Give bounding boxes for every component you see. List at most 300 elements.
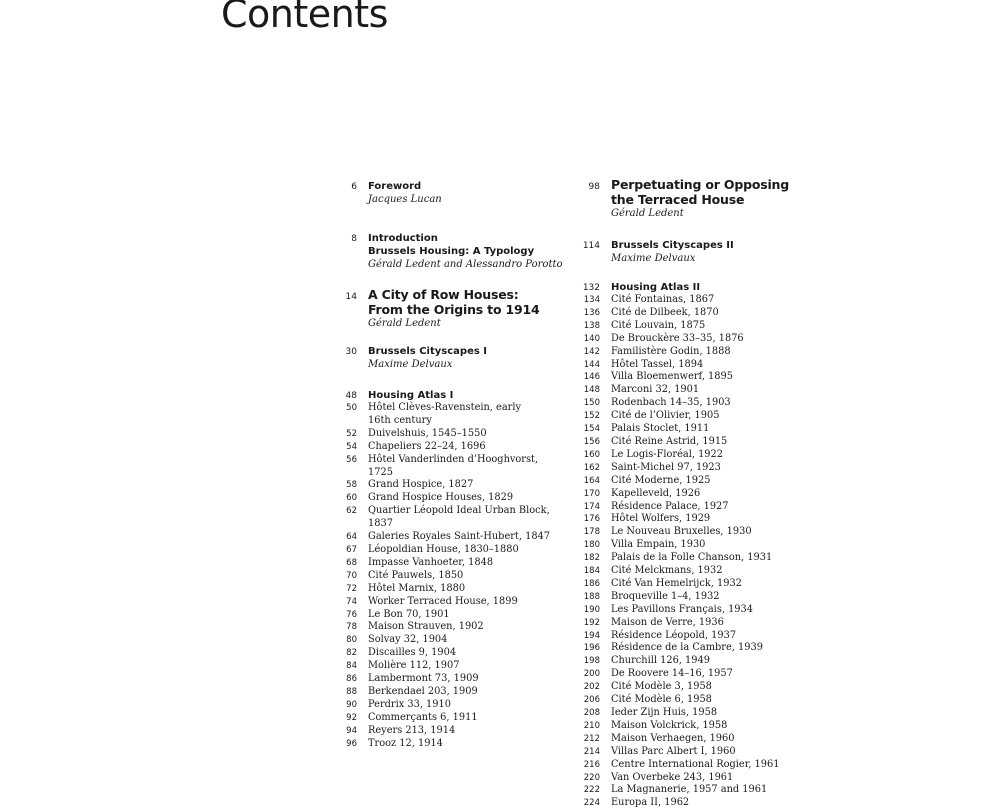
page-number: 208 [583,708,600,718]
toc-section[interactable] [335,232,565,271]
atlas-item-line: Centre International Rogier, 1961 [611,758,780,770]
page-number: 8 [351,234,357,244]
atlas-item[interactable] [578,694,808,707]
atlas-item[interactable] [578,475,808,488]
atlas-item[interactable] [335,557,565,570]
atlas-item[interactable] [578,449,808,462]
atlas-item-title [611,371,808,384]
atlas-item-line: La Magnanerie, 1957 and 1961 [611,784,768,796]
atlas-item[interactable] [335,609,565,622]
atlas-item-title [368,647,565,660]
page-number: 114 [582,241,600,251]
atlas-item[interactable] [578,436,808,449]
page-number: 196 [583,643,600,654]
toc-section[interactable] [578,177,808,220]
atlas-item-line: Cité Moderne, 1925 [611,474,711,486]
atlas-item-title [368,621,565,634]
atlas-item[interactable] [578,746,808,759]
atlas-item-title [611,333,808,346]
page-number: 86 [346,674,357,685]
page-number: 148 [583,385,600,396]
atlas-item-title [611,604,808,617]
atlas-item-line: Van Overbeke 243, 1961 [611,771,734,783]
atlas-item-line: Kapelleveld, 1926 [611,487,701,499]
atlas-item-line: Hôtel Marnix, 1880 [368,582,466,594]
atlas-item[interactable] [578,526,808,539]
atlas-item-title [611,694,808,707]
atlas-item-line: Léopoldian House, 1830–1880 [368,543,519,555]
atlas-item-title [368,492,565,505]
page-number: 192 [583,617,600,628]
atlas-item-line: Cité Louvain, 1875 [611,319,706,331]
page-number: 88 [346,686,357,697]
atlas-item-title [611,449,808,462]
atlas-item-title [611,513,808,526]
page-number: 160 [583,449,600,460]
atlas-item-title [611,526,808,539]
atlas-item-title [611,797,808,810]
atlas-item[interactable] [578,488,808,501]
atlas-item[interactable] [335,699,565,712]
section-author: Jacques Lucan [368,194,442,205]
atlas-item[interactable] [578,410,808,423]
atlas-item-title [611,462,808,475]
page-number: 76 [346,609,357,620]
atlas-item[interactable] [335,570,565,583]
atlas-item[interactable] [578,655,808,668]
atlas-item-title [368,609,565,622]
atlas-item[interactable] [335,647,565,660]
section-body [611,177,808,220]
atlas-item[interactable] [578,720,808,733]
atlas-item[interactable] [578,359,808,372]
atlas-item-line: Lambermont 73, 1909 [368,673,479,685]
atlas-item[interactable] [335,712,565,725]
atlas-item-line: Le Nouveau Bruxelles, 1930 [611,526,752,538]
atlas-item-title [611,733,808,746]
atlas-item-title [611,436,808,449]
section-title: Perpetuating or Opposing [611,177,789,192]
page-number: 54 [346,441,357,452]
atlas-item-line: Europa II, 1962 [611,797,690,809]
toc-column-right [578,177,808,810]
atlas-item-line: Churchill 126, 1949 [611,655,710,667]
page-number: 164 [583,475,600,486]
page-title: Contents [221,0,388,36]
atlas-item-line: Hôtel Vanderlinden d’Hooghvorst, 1725 [368,453,539,478]
page-number: 56 [346,454,357,465]
section-title: From the Origins to 1914 [368,302,540,317]
atlas-title: Housing Atlas I [368,390,454,401]
atlas-item[interactable] [578,707,808,720]
atlas-item-title [611,759,808,772]
page-number: 132 [582,283,600,293]
atlas-item[interactable] [578,552,808,565]
atlas-item-title [611,617,808,630]
atlas-item-line: Molière 112, 1907 [368,660,460,672]
atlas-item-title [611,539,808,552]
atlas-item-title [611,707,808,720]
page-number: 162 [583,462,600,473]
atlas-item-line: Les Pavillons Français, 1934 [611,603,754,615]
section-author: Gérald Ledent and Alessandro Porotto [368,259,563,270]
page-number: 210 [583,720,600,731]
atlas-item[interactable] [578,591,808,604]
atlas-item[interactable] [578,333,808,346]
section-body [611,239,808,265]
section-title: A City of Row Houses: [368,287,519,302]
atlas-item-line: Maison Volckrick, 1958 [611,719,728,731]
page-number: 174 [583,501,600,512]
atlas-item-title [611,784,808,797]
atlas-item[interactable] [578,772,808,785]
atlas-item-line: Résidence Léopold, 1937 [611,629,737,641]
atlas-item-title [368,634,565,647]
atlas-item[interactable] [578,307,808,320]
page-number: 60 [346,493,357,504]
atlas-item-line: De Brouckère 33–35, 1876 [611,332,744,344]
atlas-item-title [368,570,565,583]
atlas-item-title [368,557,565,570]
page-number: 222 [583,785,600,796]
atlas-item-title [368,402,565,428]
atlas-item[interactable] [335,492,565,505]
atlas-item[interactable] [578,642,808,655]
atlas-item-line: Chapeliers 22–24, 1696 [368,440,486,452]
atlas-item[interactable] [578,578,808,591]
atlas-item-title [368,596,565,609]
atlas-item[interactable] [335,441,565,454]
atlas-item[interactable] [578,513,808,526]
section-title: Brussels Housing: A Typology [368,246,535,257]
atlas-item-title [611,423,808,436]
atlas-item-title [611,668,808,681]
page-number: 82 [346,648,357,659]
atlas-item-title [368,583,565,596]
atlas-heading-body [368,389,565,402]
atlas-item-title [611,746,808,759]
page-number: 140 [583,333,600,344]
atlas-item-title [611,630,808,643]
page-number: 64 [346,532,357,543]
atlas-item[interactable] [335,725,565,738]
atlas-item-title [611,591,808,604]
atlas-item-line: Cité Van Hemelrijck, 1932 [611,577,742,589]
atlas-item-title [611,655,808,668]
atlas-heading[interactable] [335,389,565,402]
page-number: 94 [346,725,357,736]
toc-section[interactable] [335,345,565,371]
section-body [368,345,565,371]
atlas-item[interactable] [578,681,808,694]
atlas-item-title [368,725,565,738]
toc-section[interactable] [335,180,565,206]
page-number: 146 [583,372,600,383]
atlas-item[interactable] [578,501,808,514]
atlas-item-line: Rodenbach 14–35, 1903 [611,397,731,409]
section-title: the Terraced House [611,192,745,207]
page-number: 70 [346,570,357,581]
atlas-item-title [368,428,565,441]
atlas-item-title [368,660,565,673]
atlas-item-line: Villa Empain, 1930 [611,539,706,551]
page-number: 154 [583,424,600,435]
atlas-item-line: Familistère Godin, 1888 [611,345,731,357]
atlas-item-line: Trooz 12, 1914 [368,737,443,749]
section-author: Maxime Delvaux [368,359,453,370]
page-number: 68 [346,557,357,568]
atlas-item[interactable] [335,686,565,699]
atlas-item-title [611,320,808,333]
atlas-item[interactable] [335,738,565,751]
section-title: Brussels Cityscapes II [611,240,734,251]
page-number: 188 [583,591,600,602]
atlas-item-line: Reyers 213, 1914 [368,724,456,736]
page-number: 150 [583,398,600,409]
atlas-item-line: Maison Verhaegen, 1960 [611,732,735,744]
atlas-item[interactable] [335,634,565,647]
page-number: 170 [583,488,600,499]
atlas-item-title [611,359,808,372]
page-number: 58 [346,480,357,491]
atlas-item-line: Palais de la Folle Chanson, 1931 [611,552,773,564]
atlas-item-line: Maison Strauven, 1902 [368,621,484,633]
atlas-item-title [611,501,808,514]
atlas-item[interactable] [578,423,808,436]
atlas-item-line: Le Bon 70, 1901 [368,608,450,620]
page-number: 184 [583,566,600,577]
section-title: Brussels Cityscapes I [368,346,488,357]
atlas-item-line: Cité Pauwels, 1850 [368,569,464,581]
atlas-title: Housing Atlas II [611,282,701,293]
page-number: 134 [583,295,600,305]
atlas-item[interactable] [578,565,808,578]
atlas-item-title [368,699,565,712]
atlas-item-title [368,686,565,699]
page-number: 220 [583,772,600,783]
toc-section[interactable] [578,239,808,265]
atlas-item-line: Palais Stoclet, 1911 [611,423,710,435]
atlas-item-title [368,673,565,686]
atlas-item[interactable] [335,479,565,492]
atlas-item-line: Villas Parc Albert I, 1960 [611,745,736,757]
atlas-item-line: Solvay 32, 1904 [368,634,448,646]
atlas-item[interactable] [578,320,808,333]
page-number: 67 [346,544,357,555]
atlas-item-line: Discailles 9, 1904 [368,647,457,659]
atlas-item[interactable] [335,402,565,428]
atlas-item-line: Commerçants 6, 1911 [368,711,478,723]
atlas-item-line: Hôtel Wolfers, 1929 [611,513,711,525]
atlas-item-line: Hôtel Tassel, 1894 [611,358,704,370]
section-author: Gérald Ledent [611,208,684,219]
page-number: 152 [583,411,600,422]
page-number: 136 [583,307,600,318]
page-number: 80 [346,635,357,646]
atlas-item[interactable] [335,583,565,596]
atlas-item[interactable] [578,384,808,397]
page-number: 186 [583,578,600,589]
section-body [368,287,565,330]
page-number: 78 [346,622,357,633]
page-number: 62 [346,506,357,517]
page-number: 138 [583,320,600,331]
atlas-item-line: Hôtel Clèves-Ravenstein, early [368,402,522,413]
atlas-item-title [611,475,808,488]
atlas-item-title [611,578,808,591]
atlas-item-line: De Roovere 14–16, 1957 [611,668,733,680]
atlas-item[interactable] [578,371,808,384]
page-number: 182 [583,553,600,564]
page-number: 14 [345,292,357,302]
page-number: 74 [346,596,357,607]
atlas-item[interactable] [335,596,565,609]
atlas-item[interactable] [578,784,808,797]
atlas-item[interactable] [335,544,565,557]
atlas-item-line: Quartier Léopold Ideal Urban Block, 1837 [368,505,550,530]
atlas-item[interactable] [578,539,808,552]
page-number: 212 [583,733,600,744]
page-number: 72 [346,583,357,594]
section-author: Gérald Ledent [368,318,441,329]
atlas-item-line: 16th century [368,414,432,426]
page-number: 178 [583,527,600,538]
atlas-item-line: Grand Hospice, 1827 [368,479,474,491]
page-number: 194 [583,630,600,641]
page-number: 142 [583,346,600,357]
page-number: 200 [583,669,600,680]
atlas-item-title [368,544,565,557]
atlas-item[interactable] [578,617,808,630]
atlas-item[interactable] [578,759,808,772]
page-number: 206 [583,695,600,706]
atlas-item[interactable] [335,505,565,531]
atlas-heading-body [611,281,808,294]
page-number: 214 [583,746,600,757]
atlas-item-line: Saint-Michel 97, 1923 [611,461,721,473]
atlas-item-title [611,772,808,785]
atlas-heading[interactable] [578,281,808,294]
page-number: 176 [583,514,600,525]
page-number: 48 [345,391,357,401]
page-number: 30 [345,347,357,357]
toc-column-left [335,180,565,750]
page-number: 156 [583,436,600,447]
atlas-item-title [611,681,808,694]
atlas-item[interactable] [578,668,808,681]
section-body [368,180,565,206]
atlas-item-line: Cité Modèle 6, 1958 [611,694,712,706]
atlas-item-title [611,488,808,501]
atlas-item-line: Cité Fontainas, 1867 [611,294,715,305]
atlas-item-title [611,307,808,320]
atlas-item-line: Cité Melckmans, 1932 [611,565,723,577]
atlas-item-title [611,720,808,733]
section-title: Foreword [368,181,422,192]
atlas-item[interactable] [578,397,808,410]
atlas-item-line: Galeries Royales Saint-Hubert, 1847 [368,531,551,543]
atlas-item-line: Maison de Verre, 1936 [611,616,724,628]
atlas-item-title [368,505,565,531]
page-number: 92 [346,712,357,723]
atlas-item-line: Grand Hospice Houses, 1829 [368,492,514,504]
atlas-item-title [368,441,565,454]
atlas-item-title [611,346,808,359]
page-number: 144 [583,359,600,370]
atlas-item-title [611,410,808,423]
atlas-item[interactable] [335,454,565,480]
atlas-item-line: Ieder Zijn Huis, 1958 [611,707,718,718]
section-body [368,232,565,271]
page-number: 84 [346,661,357,672]
atlas-item-line: Cité de Dilbeek, 1870 [611,306,719,318]
atlas-item[interactable] [335,531,565,544]
atlas-item-line: Duivelshuis, 1545–1550 [368,427,487,439]
atlas-item-line: Perdrix 33, 1910 [368,698,451,710]
atlas-item-line: Broqueville 1–4, 1932 [611,590,720,602]
page-number: 216 [583,759,600,770]
atlas-item-line: Cité Modèle 3, 1958 [611,681,712,693]
atlas-item-title [611,384,808,397]
page-number: 6 [351,182,357,192]
page-number: 90 [346,699,357,710]
atlas-item[interactable] [578,630,808,643]
atlas-item-line: Résidence de la Cambre, 1939 [611,642,763,654]
atlas-item-title [368,479,565,492]
atlas-item-title [611,565,808,578]
atlas-item[interactable] [578,604,808,617]
atlas-item-title [368,738,565,751]
section-author: Maxime Delvaux [611,253,696,264]
atlas-item[interactable] [578,797,808,810]
atlas-item-line: Marconi 32, 1901 [611,384,700,396]
atlas-item-title [368,454,565,480]
atlas-item-line: Worker Terraced House, 1899 [368,595,518,607]
page-number: 202 [583,682,600,693]
page-number: 52 [346,428,357,439]
atlas-item[interactable] [335,428,565,441]
atlas-item-title [611,552,808,565]
atlas-item[interactable] [578,346,808,359]
toc-section[interactable] [335,287,565,330]
atlas-item-line: Cité de l’Olivier, 1905 [611,410,720,422]
atlas-item-line: Berkendael 203, 1909 [368,685,478,697]
atlas-item[interactable] [335,673,565,686]
atlas-item-line: Cité Reine Astrid, 1915 [611,435,728,447]
atlas-item-title [611,397,808,410]
atlas-item-line: Impasse Vanhoeter, 1848 [368,556,494,568]
section-title: Introduction [368,233,438,244]
page-number: 50 [346,403,357,413]
atlas-item[interactable] [578,733,808,746]
atlas-item-title [611,294,808,307]
atlas-item[interactable] [578,294,808,307]
page-number: 98 [588,182,600,192]
page-number: 224 [583,798,600,809]
atlas-item[interactable] [335,621,565,634]
atlas-item-title [368,712,565,725]
atlas-item-line: Le Logis-Floréal, 1922 [611,448,724,460]
atlas-item-line: Villa Bloemenwerf, 1895 [611,371,733,383]
atlas-item-line: Résidence Palace, 1927 [611,500,729,512]
page-number: 180 [583,540,600,551]
atlas-item[interactable] [335,660,565,673]
atlas-item[interactable] [578,462,808,475]
atlas-item-title [368,531,565,544]
page-number: 190 [583,604,600,615]
page-number: 198 [583,656,600,667]
page-number: 96 [346,738,357,749]
